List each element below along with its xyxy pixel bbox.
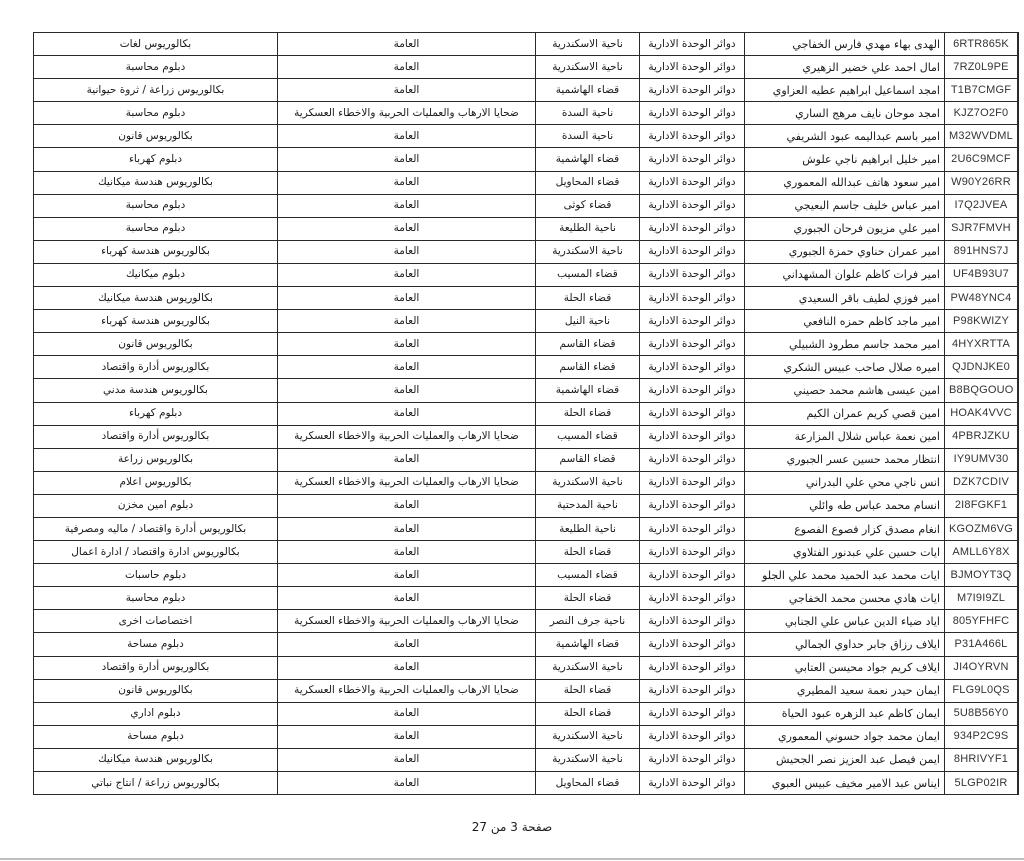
appointment-channel: العامة: [278, 287, 536, 310]
applicant-code: B8BQGOUO: [945, 379, 1018, 402]
appointment-channel: العامة: [278, 217, 536, 240]
administrative-unit: دوائر الوحدة الادارية: [640, 171, 745, 194]
applicant-name: ايات هادي محسن محمد الخفاجي: [745, 587, 945, 610]
page-bottom-divider: [0, 858, 1024, 860]
row-edge-cell: [1018, 541, 1019, 564]
table-row: [34, 725, 1019, 748]
row-edge-cell: [1018, 425, 1019, 448]
appointment-channel: ضحايا الارهاب والعمليات الحربية والاخطاء العسكرية: [278, 679, 536, 702]
administrative-unit: دوائر الوحدة الادارية: [640, 748, 745, 771]
appointment-channel: العامة: [278, 725, 536, 748]
applicant-code: SJR7FMVH: [945, 217, 1018, 240]
qualification: دبلوم مساحة: [34, 725, 278, 748]
row-edge-cell: [1018, 194, 1019, 217]
applicant-name: امير خليل ابراهيم ناجي علوش: [745, 148, 945, 171]
appointment-channel: العامة: [278, 656, 536, 679]
applicant-name: ايات حسين علي عبدنور الفتلاوي: [745, 541, 945, 564]
district: قضاء كوثى: [536, 194, 640, 217]
row-edge-cell: [1018, 310, 1019, 333]
applicant-name: امجد اسماعيل ابراهيم عطيه العزاوي: [745, 79, 945, 102]
district: ناحية الاسكندرية: [536, 33, 640, 56]
qualification: بكالوريوس قانون: [34, 333, 278, 356]
qualification: دبلوم محاسبة: [34, 56, 278, 79]
applicant-name: امير ماجد كاظم حمزه النافعي: [745, 310, 945, 333]
administrative-unit: دوائر الوحدة الادارية: [640, 379, 745, 402]
qualification: بكالوريوس أدارة واقتصاد / ماليه ومصرفية: [34, 517, 278, 540]
district: قضاء المسيب: [536, 425, 640, 448]
table-row: [34, 425, 1019, 448]
table-row: [34, 517, 1019, 540]
qualification: دبلوم محاسبة: [34, 102, 278, 125]
applicant-code: 2I8FGKF1: [945, 494, 1018, 517]
applicant-name: امير سعود هاتف عبدالله المعموري: [745, 171, 945, 194]
table-row: [34, 194, 1019, 217]
administrative-unit: دوائر الوحدة الادارية: [640, 79, 745, 102]
district: قضاء الحلة: [536, 587, 640, 610]
table-row: [34, 587, 1019, 610]
applicant-code: KJZ7O2F0: [945, 102, 1018, 125]
applicant-name: امير فرات كاظم علوان المشهداني: [745, 263, 945, 286]
administrative-unit: دوائر الوحدة الادارية: [640, 356, 745, 379]
applicant-name: الهدى بهاء مهدي فارس الخفاجي: [745, 33, 945, 56]
applicant-name: امير عمران حناوي حمزة الجبوري: [745, 240, 945, 263]
row-edge-cell: [1018, 263, 1019, 286]
administrative-unit: دوائر الوحدة الادارية: [640, 610, 745, 633]
district: ناحية الاسكندرية: [536, 471, 640, 494]
table-row: [34, 448, 1019, 471]
appointment-channel: العامة: [278, 125, 536, 148]
row-edge-cell: [1018, 772, 1019, 795]
district: ناحية الاسكندرية: [536, 656, 640, 679]
row-edge-cell: [1018, 564, 1019, 587]
district: قضاء الهاشمية: [536, 79, 640, 102]
administrative-unit: دوائر الوحدة الادارية: [640, 725, 745, 748]
administrative-unit: دوائر الوحدة الادارية: [640, 656, 745, 679]
administrative-unit: دوائر الوحدة الادارية: [640, 333, 745, 356]
row-edge-cell: [1018, 402, 1019, 425]
district: قضاء المحاويل: [536, 772, 640, 795]
applicant-code: P98KWIZY: [945, 310, 1018, 333]
district: ناحية المدحتية: [536, 494, 640, 517]
administrative-unit: دوائر الوحدة الادارية: [640, 33, 745, 56]
administrative-unit: دوائر الوحدة الادارية: [640, 448, 745, 471]
appointment-channel: العامة: [278, 79, 536, 102]
applicant-code: 4HYXRTTA: [945, 333, 1018, 356]
row-edge-cell: [1018, 610, 1019, 633]
appointment-channel: العامة: [278, 448, 536, 471]
applicant-name: امين قصي كريم عمران الكيم: [745, 402, 945, 425]
row-edge-cell: [1018, 587, 1019, 610]
qualification: بكالوريوس هندسة ميكانيك: [34, 171, 278, 194]
table-row: [34, 263, 1019, 286]
row-edge-cell: [1018, 656, 1019, 679]
district: قضاء الحلة: [536, 287, 640, 310]
administrative-unit: دوائر الوحدة الادارية: [640, 194, 745, 217]
applicant-code: HOAK4VVC: [945, 402, 1018, 425]
administrative-unit: دوائر الوحدة الادارية: [640, 217, 745, 240]
district: قضاء المسيب: [536, 263, 640, 286]
table-row: [34, 402, 1019, 425]
applicant-name: ايمان كاظم عبد الزهره عبود الحياة: [745, 702, 945, 725]
table-row: [34, 33, 1019, 56]
row-edge-cell: [1018, 33, 1019, 56]
applicant-name: اياد ضياء الدين عباس علي الجنابي: [745, 610, 945, 633]
qualification: دبلوم كهرباء: [34, 402, 278, 425]
applicant-name: امين نعمة عباس شلال المزارعة: [745, 425, 945, 448]
district: ناحية السدة: [536, 125, 640, 148]
applicant-code: IY9UMV30: [945, 448, 1018, 471]
applicant-code: 891HNS7J: [945, 240, 1018, 263]
district: قضاء الهاشمية: [536, 379, 640, 402]
qualification: بكالوريوس لغات: [34, 33, 278, 56]
page-number: صفحة 3 من 27: [471, 820, 553, 834]
applicant-code: QJDNJKE0: [945, 356, 1018, 379]
appointment-channel: العامة: [278, 194, 536, 217]
district: ناحية النيل: [536, 310, 640, 333]
applicant-code: FLG9L0QS: [945, 679, 1018, 702]
administrative-unit: دوائر الوحدة الادارية: [640, 679, 745, 702]
applicant-code: BJMOYT3Q: [945, 564, 1018, 587]
row-edge-cell: [1018, 240, 1019, 263]
appointment-channel: العامة: [278, 402, 536, 425]
qualification: بكالوريوس هندسة مدني: [34, 379, 278, 402]
administrative-unit: دوائر الوحدة الادارية: [640, 587, 745, 610]
applicant-code: 6RTR865K: [945, 33, 1018, 56]
qualification: دبلوم حاسبات: [34, 564, 278, 587]
row-edge-cell: [1018, 102, 1019, 125]
row-edge-cell: [1018, 217, 1019, 240]
appointment-channel: ضحايا الارهاب والعمليات الحربية والاخطاء العسكرية: [278, 610, 536, 633]
qualification: بكالوريوس هندسة ميكانيك: [34, 287, 278, 310]
applicant-name: انسام محمد عباس طه وائلي: [745, 494, 945, 517]
row-edge-cell: [1018, 494, 1019, 517]
district: قضاء الحلة: [536, 702, 640, 725]
applicant-name: امير فوزي لطيف باقر السعيدي: [745, 287, 945, 310]
row-edge-cell: [1018, 679, 1019, 702]
district: قضاء الهاشمية: [536, 148, 640, 171]
applicant-name: امير علي مزيون فرحان الجبوري: [745, 217, 945, 240]
applicant-code: AMLL6Y8X: [945, 541, 1018, 564]
table-row: [34, 356, 1019, 379]
table-row: [34, 217, 1019, 240]
appointment-channel: العامة: [278, 263, 536, 286]
district: ناحية الاسكندرية: [536, 240, 640, 263]
administrative-unit: دوائر الوحدة الادارية: [640, 772, 745, 795]
table-row: [34, 748, 1019, 771]
administrative-unit: دوائر الوحدة الادارية: [640, 287, 745, 310]
administrative-unit: دوائر الوحدة الادارية: [640, 56, 745, 79]
district: ناحية الاسكندرية: [536, 56, 640, 79]
appointment-channel: العامة: [278, 356, 536, 379]
row-edge-cell: [1018, 517, 1019, 540]
qualification: بكالوريوس زراعة: [34, 448, 278, 471]
table-row: [34, 125, 1019, 148]
table-body: [34, 33, 1019, 795]
table-row: [34, 633, 1019, 656]
appointment-channel: ضحايا الارهاب والعمليات الحربية والاخطاء العسكرية: [278, 471, 536, 494]
appointment-channel: العامة: [278, 772, 536, 795]
applicant-name: ايمان حيدر نعمة سعيد المطيري: [745, 679, 945, 702]
table-row: [34, 148, 1019, 171]
applicant-code: 2U6C9MCF: [945, 148, 1018, 171]
appointment-channel: العامة: [278, 494, 536, 517]
table-row: [34, 287, 1019, 310]
applicant-code: JI4OYRVN: [945, 656, 1018, 679]
district: قضاء المسيب: [536, 564, 640, 587]
qualification: دبلوم محاسبة: [34, 217, 278, 240]
qualification: دبلوم ميكانيك: [34, 263, 278, 286]
table-row: [34, 494, 1019, 517]
applicant-code: W90Y26RR: [945, 171, 1018, 194]
district: قضاء الحلة: [536, 679, 640, 702]
applicant-code: DZK7CDIV: [945, 471, 1018, 494]
district: ناحية الطليعة: [536, 517, 640, 540]
appointment-channel: ضحايا الارهاب والعمليات الحربية والاخطاء العسكرية: [278, 425, 536, 448]
qualification: اختصاصات اخرى: [34, 610, 278, 633]
table-row: [34, 679, 1019, 702]
qualification: بكالوريوس هندسة كهرباء: [34, 240, 278, 263]
qualification: بكالوريوس زراعة / انتاج نباتي: [34, 772, 278, 795]
table-row: [34, 240, 1019, 263]
district: قضاء الحلة: [536, 402, 640, 425]
appointment-channel: العامة: [278, 56, 536, 79]
row-edge-cell: [1018, 471, 1019, 494]
district: قضاء المحاويل: [536, 171, 640, 194]
applicant-name: امير عباس خليف جاسم البعيجي: [745, 194, 945, 217]
district: قضاء الهاشمية: [536, 633, 640, 656]
appointment-channel: العامة: [278, 310, 536, 333]
applicant-code: 4PBRJZKU: [945, 425, 1018, 448]
district: ناحية الطليعة: [536, 217, 640, 240]
qualification: بكالوريوس قانون: [34, 125, 278, 148]
applicant-name: امجد موحان نايف مرهج الساري: [745, 102, 945, 125]
table-row: [34, 56, 1019, 79]
applicant-code: 8HRIVYF1: [945, 748, 1018, 771]
administrative-unit: دوائر الوحدة الادارية: [640, 494, 745, 517]
applicant-code: UF4B93U7: [945, 263, 1018, 286]
district: ناحية جرف النصر: [536, 610, 640, 633]
appointment-channel: العامة: [278, 633, 536, 656]
administrative-unit: دوائر الوحدة الادارية: [640, 471, 745, 494]
applicant-code: M32WVDML: [945, 125, 1018, 148]
qualification: دبلوم كهرباء: [34, 148, 278, 171]
applicant-name: ايناس عبد الامير مخيف عبيس العبوي: [745, 772, 945, 795]
district: ناحية الاسكندرية: [536, 748, 640, 771]
applicant-code: T1B7CMGF: [945, 79, 1018, 102]
administrative-unit: دوائر الوحدة الادارية: [640, 148, 745, 171]
row-edge-cell: [1018, 171, 1019, 194]
applicant-name: انتظار محمد حسين عسر الجبوري: [745, 448, 945, 471]
applicant-name: ايلاف رزاق جابر حداوي الجمالي: [745, 633, 945, 656]
administrative-unit: دوائر الوحدة الادارية: [640, 240, 745, 263]
qualification: بكالوريوس أدارة واقتصاد: [34, 656, 278, 679]
applicant-name: اميره صلال صاحب عبيس الشكري: [745, 356, 945, 379]
row-edge-cell: [1018, 748, 1019, 771]
row-edge-cell: [1018, 448, 1019, 471]
qualification: بكالوريوس أدارة واقتصاد: [34, 425, 278, 448]
table-row: [34, 171, 1019, 194]
applicant-code: 934P2C9S: [945, 725, 1018, 748]
administrative-unit: دوائر الوحدة الادارية: [640, 633, 745, 656]
applicant-code: 5LGP02IR: [945, 772, 1018, 795]
applicant-name: انس ناجي محي علي البدراني: [745, 471, 945, 494]
appointment-channel: العامة: [278, 171, 536, 194]
applicant-name: ايمان محمد جواد حسوني المعموري: [745, 725, 945, 748]
row-edge-cell: [1018, 79, 1019, 102]
table-row: [34, 79, 1019, 102]
row-edge-cell: [1018, 148, 1019, 171]
administrative-unit: دوائر الوحدة الادارية: [640, 702, 745, 725]
applicant-name: امير محمد جاسم مطرود الشبيلي: [745, 333, 945, 356]
applicant-name: ايلاف كريم جواد محيسن العتابي: [745, 656, 945, 679]
table-row: [34, 333, 1019, 356]
administrative-unit: دوائر الوحدة الادارية: [640, 541, 745, 564]
applicant-code: P31A466L: [945, 633, 1018, 656]
row-edge-cell: [1018, 125, 1019, 148]
applicant-name: ايات محمد عبد الحميد محمد علي الجلو: [745, 564, 945, 587]
appointment-channel: العامة: [278, 702, 536, 725]
qualification: بكالوريوس هندسة كهرباء: [34, 310, 278, 333]
district: قضاء القاسم: [536, 333, 640, 356]
district: قضاء القاسم: [536, 448, 640, 471]
applicant-code: PW48YNC4: [945, 287, 1018, 310]
administrative-unit: دوائر الوحدة الادارية: [640, 402, 745, 425]
table-row: [34, 656, 1019, 679]
row-edge-cell: [1018, 356, 1019, 379]
table-row: [34, 772, 1019, 795]
administrative-unit: دوائر الوحدة الادارية: [640, 425, 745, 448]
appointment-channel: العامة: [278, 333, 536, 356]
qualification: دبلوم محاسبة: [34, 194, 278, 217]
administrative-unit: دوائر الوحدة الادارية: [640, 102, 745, 125]
administrative-unit: دوائر الوحدة الادارية: [640, 310, 745, 333]
appointment-channel: العامة: [278, 541, 536, 564]
applicant-code: 7RZ0L9PE: [945, 56, 1018, 79]
applicant-code: 805YFHFC: [945, 610, 1018, 633]
row-edge-cell: [1018, 287, 1019, 310]
qualification: بكالوريوس زراعة / ثروة حيوانية: [34, 79, 278, 102]
appointment-channel: العامة: [278, 748, 536, 771]
row-edge-cell: [1018, 56, 1019, 79]
qualification: بكالوريوس أدارة واقتصاد: [34, 356, 278, 379]
qualification: دبلوم محاسبة: [34, 587, 278, 610]
appointment-channel: العامة: [278, 33, 536, 56]
table-row: [34, 564, 1019, 587]
results-table: [33, 32, 1019, 795]
district: ناحية الاسكندرية: [536, 725, 640, 748]
qualification: بكالوريوس قانون: [34, 679, 278, 702]
qualification: بكالوريوس ادارة واقتصاد / ادارة اعمال: [34, 541, 278, 564]
appointment-channel: العامة: [278, 564, 536, 587]
row-edge-cell: [1018, 633, 1019, 656]
administrative-unit: دوائر الوحدة الادارية: [640, 263, 745, 286]
row-edge-cell: [1018, 725, 1019, 748]
table-row: [34, 310, 1019, 333]
qualification: بكالوريوس هندسة ميكانيك: [34, 748, 278, 771]
qualification: دبلوم مساحة: [34, 633, 278, 656]
administrative-unit: دوائر الوحدة الادارية: [640, 564, 745, 587]
administrative-unit: دوائر الوحدة الادارية: [640, 125, 745, 148]
appointment-channel: العامة: [278, 148, 536, 171]
district: ناحية السدة: [536, 102, 640, 125]
applicant-code: 5U8B56Y0: [945, 702, 1018, 725]
row-edge-cell: [1018, 702, 1019, 725]
appointment-channel: العامة: [278, 587, 536, 610]
row-edge-cell: [1018, 379, 1019, 402]
table-row: [34, 541, 1019, 564]
applicant-code: I7Q2JVEA: [945, 194, 1018, 217]
applicant-name: امال احمد علي خضير الزهيري: [745, 56, 945, 79]
district: قضاء القاسم: [536, 356, 640, 379]
qualification: دبلوم امين مخزن: [34, 494, 278, 517]
appointment-channel: العامة: [278, 379, 536, 402]
applicant-name: امير باسم عبدالیمه عبود الشريفي: [745, 125, 945, 148]
district: قضاء الحلة: [536, 541, 640, 564]
applicant-code: KGOZM6VG: [945, 517, 1018, 540]
table-row: [34, 610, 1019, 633]
row-edge-cell: [1018, 333, 1019, 356]
applicant-name: ايمن فيصل عبد العزيز نصر الجحيش: [745, 748, 945, 771]
table-row: [34, 471, 1019, 494]
appointment-channel: العامة: [278, 517, 536, 540]
appointment-channel: العامة: [278, 240, 536, 263]
appointment-channel: ضحايا الارهاب والعمليات الحربية والاخطاء العسكرية: [278, 102, 536, 125]
applicant-name: انغام مصدق كزار فصوع الفصوع: [745, 517, 945, 540]
table-row: [34, 379, 1019, 402]
applicant-code: M7I9I9ZL: [945, 587, 1018, 610]
table-row: [34, 102, 1019, 125]
table-row: [34, 702, 1019, 725]
qualification: دبلوم اداري: [34, 702, 278, 725]
applicant-name: امين عيسى هاشم محمد حصيني: [745, 379, 945, 402]
qualification: بكالوريوس اعلام: [34, 471, 278, 494]
administrative-unit: دوائر الوحدة الادارية: [640, 517, 745, 540]
